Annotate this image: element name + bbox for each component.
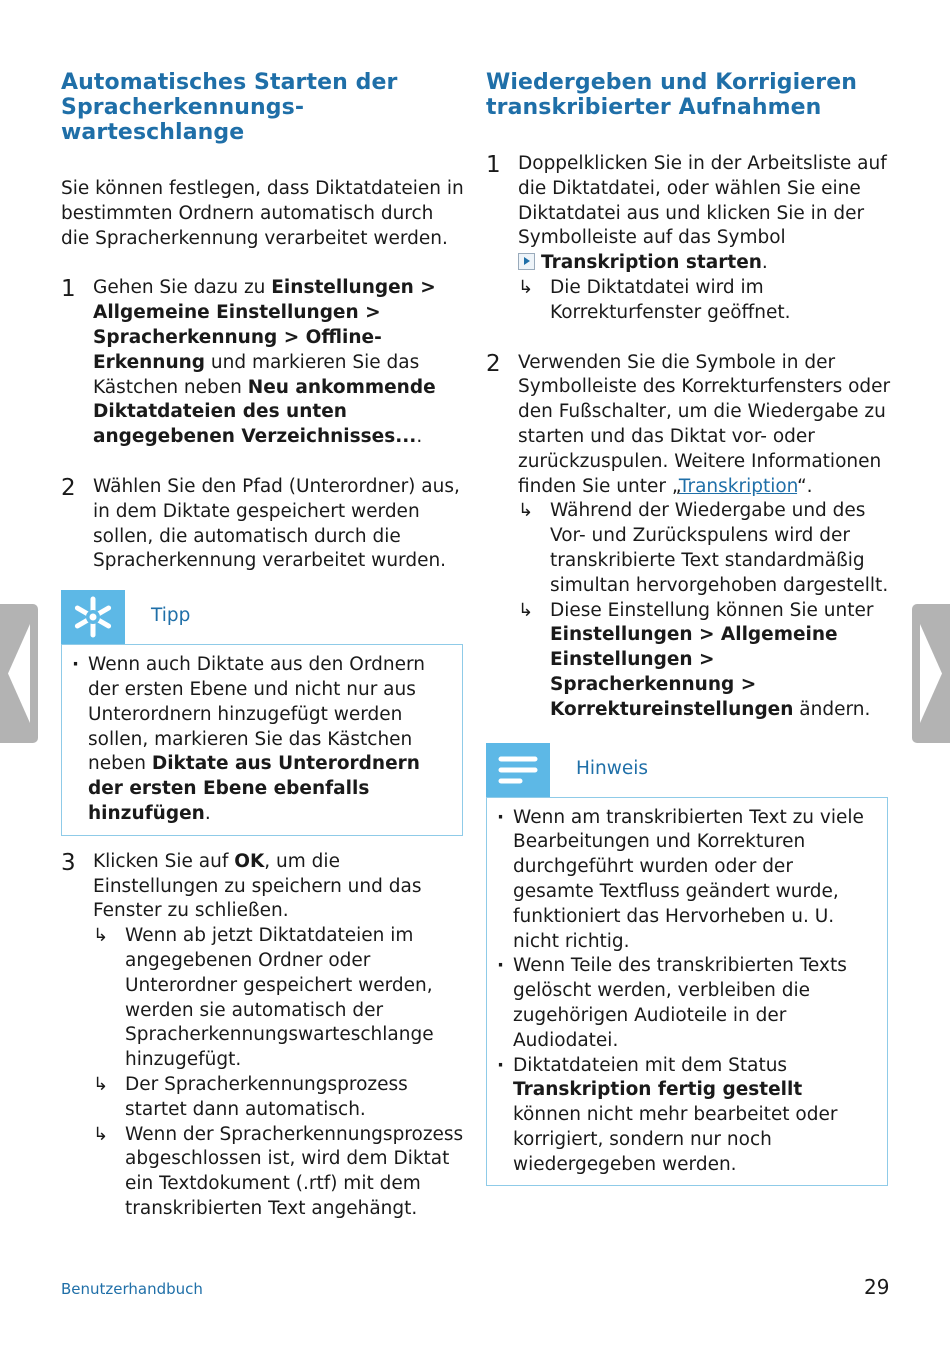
arrow-return-icon: ↳ bbox=[93, 925, 109, 947]
triangle-right-icon bbox=[912, 604, 950, 743]
step-1 bbox=[486, 152, 891, 326]
right-column bbox=[486, 70, 891, 1186]
result-item: ↳ Die Diktatdatei wird im Korrekturfenster geöffnet. bbox=[518, 276, 791, 323]
arrow-return-icon: ↳ bbox=[518, 500, 534, 522]
transcription-link[interactable]: Transkription bbox=[678, 475, 798, 497]
note-item: · Diktatdateien mit dem Status Transkription fertig gestellt können nicht mehr bearbeitet oder korrigiert, sondern nur noch wiedergegeben werden. bbox=[497, 1054, 875, 1178]
step-text: Klicken Sie auf OK, um die Einstellungen zu speichern und das Fenster zu schließen. bbox=[93, 850, 422, 922]
next-page-tab[interactable] bbox=[912, 604, 950, 743]
step-1 bbox=[61, 276, 466, 450]
arrow-return-icon: ↳ bbox=[518, 276, 534, 298]
step-3 bbox=[61, 850, 466, 1222]
step-text: Doppelklicken Sie in der Arbeitsliste auf die Diktatdatei, oder wählen Sie eine Diktatdatei aus und klicken Sie in der Symbolleiste auf das Symbol Transkription starten. bbox=[518, 153, 887, 274]
step-text: Gehen Sie dazu zu Einstellungen > Allgemeine Einstellungen > Spracherkennung > Offline-Erkennung und markieren Sie das Kästchen neben Neu ankommende Diktatdateien des unten angegebenen Verzeichnisses.... bbox=[93, 277, 436, 448]
asterisk-icon bbox=[61, 590, 125, 644]
tip-body bbox=[61, 644, 463, 836]
arrow-return-icon: ↳ bbox=[93, 1123, 109, 1145]
intro-paragraph: Sie können festlegen, dass Diktatdateien in bestimmten Ordnern automatisch durch die Spracherkennung verarbeitet werden. bbox=[61, 178, 464, 249]
note-header bbox=[486, 743, 888, 797]
triangle-left-icon bbox=[0, 604, 38, 743]
step-2 bbox=[486, 351, 891, 723]
arrow-return-icon: ↳ bbox=[93, 1073, 109, 1095]
note-box bbox=[486, 743, 888, 1187]
note-body bbox=[486, 797, 888, 1187]
footer-title: Benutzerhandbuch bbox=[61, 1280, 203, 1298]
tip-label: Tipp bbox=[151, 605, 191, 627]
result-item: ↳ Wenn der Spracherkennungsprozess abgeschlossen ist, wird dem Diktat ein Textdokument (.rtf) mit dem transkribierten Text angehängt. bbox=[93, 1123, 464, 1219]
step-text: Verwenden Sie die Symbole in der Symbolleiste des Korrekturfensters oder den Fußschalter, um die Wiedergabe zu starten und das Diktat vor- oder zurückzuspulen. Weitere Informationen finden Sie unter „Transkription“. bbox=[518, 351, 891, 497]
note-item: · Wenn am transkribierten Text zu viele Bearbeitungen und Korrekturen durchgeführt wurden oder der gesamte Textfluss geändert wurde, funktioniert das Hervorheben u. U. nicht richtig. bbox=[497, 806, 875, 955]
result-item: ↳ Während der Wiedergabe und des Vor- und Zurückspulens wird der transkribierte Text standardmäßig simultan hervorgehoben dargestellt. bbox=[518, 500, 889, 596]
note-label: Hinweis bbox=[576, 757, 649, 779]
result-item: ↳ Der Spracherkennungsprozess startet dann automatisch. bbox=[93, 1073, 408, 1120]
step-number: 1 bbox=[61, 276, 76, 303]
result-item: ↳ Wenn ab jetzt Diktatdateien im angegebenen Ordner oder Unterordner gespeichert werden, werden sie automatisch der Spracherkennungswarteschlange hinzugefügt. bbox=[93, 925, 434, 1071]
text-lines-icon bbox=[486, 743, 550, 797]
section-heading-playback: Wiedergeben und Korrigieren transkribierter Aufnahmen bbox=[486, 70, 857, 120]
transcription-start-icon bbox=[518, 253, 535, 270]
tip-header bbox=[61, 590, 463, 644]
page-number: 29 bbox=[864, 1275, 890, 1299]
step-number: 2 bbox=[61, 474, 76, 501]
tip-item: · Wenn auch Diktate aus den Ordnern der ersten Ebene und nicht nur aus Unterordnern hinzugefügt werden sollen, markieren Sie das Kästchen neben Diktate aus Unterordnern der ersten Ebene ebenfalls hinzufügen. bbox=[72, 653, 450, 827]
previous-page-tab[interactable] bbox=[0, 604, 38, 743]
step-number: 1 bbox=[486, 152, 501, 178]
note-item: · Wenn Teile des transkribierten Texts gelöscht werden, verbleiben die zugehörigen Audioteile in der Audiodatei. bbox=[497, 954, 875, 1053]
arrow-return-icon: ↳ bbox=[518, 599, 534, 621]
tip-box bbox=[61, 590, 463, 836]
result-item: ↳ Diese Einstellung können Sie unter Einstellungen > Allgemeine Einstellungen > Spracherkennung > Korrektureinstellungen ändern. bbox=[518, 599, 874, 720]
step-text: Wählen Sie den Pfad (Unterordner) aus, in dem Diktate gespeichert werden sollen, die automatisch durch die Spracherkennung verarbeitet wurden. bbox=[93, 475, 460, 572]
section-heading-auto-start: Automatisches Starten der Spracherkennungs-warteschlange bbox=[61, 70, 398, 145]
step-number: 2 bbox=[486, 350, 501, 377]
step-2 bbox=[61, 475, 466, 574]
left-column bbox=[61, 70, 466, 1222]
step-number: 3 bbox=[61, 849, 76, 876]
